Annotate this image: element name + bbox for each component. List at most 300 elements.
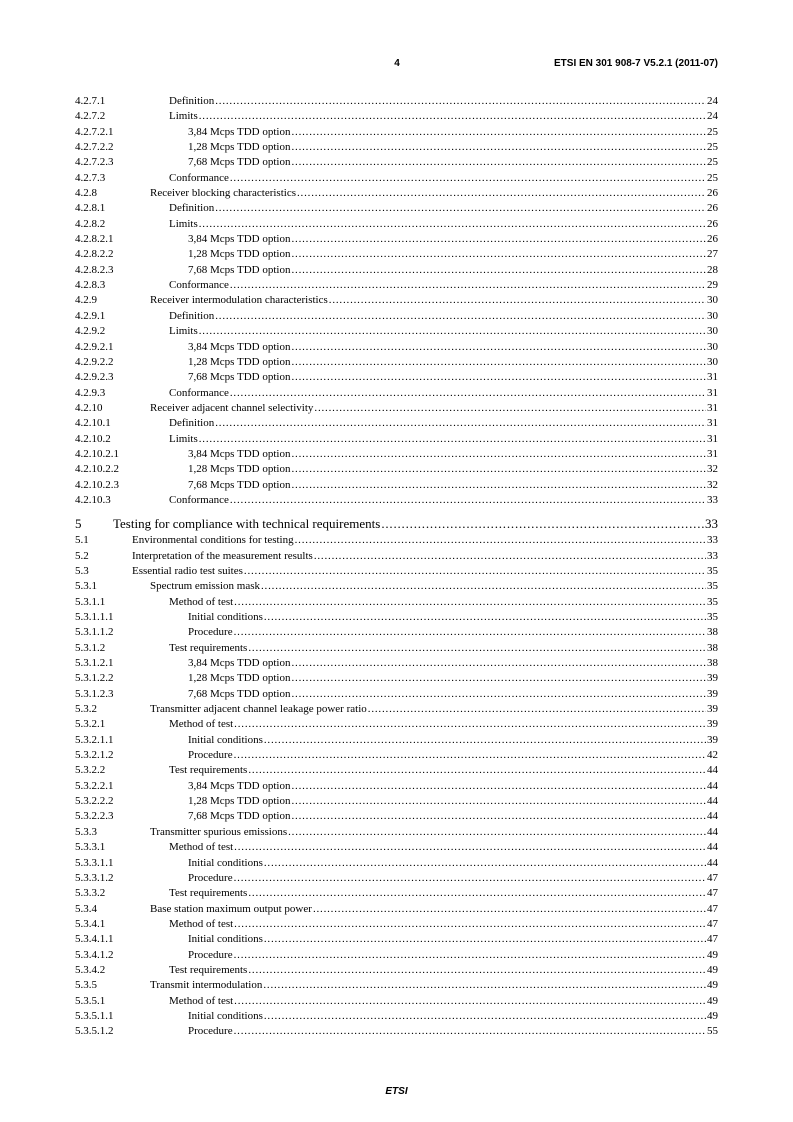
toc-dot-leader (291, 370, 706, 385)
toc-entry-page: 47 (707, 902, 718, 915)
toc-dot-leader (264, 733, 706, 748)
toc-entry-page: 33 (707, 534, 718, 547)
toc-entry-title: Spectrum emission mask (150, 580, 260, 593)
toc-entry-number: 4.2.9.2.3 (75, 371, 114, 384)
toc-entry-page: 35 (707, 580, 718, 593)
toc-entry-title: Method of test (169, 917, 234, 930)
toc-entry-title: 1,28 Mcps TDD option (188, 672, 291, 685)
toc-entry-page: 42 (707, 749, 718, 762)
toc-dot-leader (234, 595, 706, 610)
toc-entry-title: 7,68 Mcps TDD option (188, 810, 291, 823)
toc-entry-title: Definition (169, 309, 215, 322)
toc-entry-page: 32 (707, 478, 718, 491)
toc-entry-number: 4.2.10.1 (75, 417, 111, 430)
toc-entry-title: 1,28 Mcps TDD option (188, 355, 291, 368)
toc-entry-title: Test requirements (169, 887, 248, 900)
toc-entry-number: 5.3.5.1.2 (75, 1025, 114, 1038)
toc-entry-page: 31 (707, 401, 718, 414)
toc-dot-leader (291, 247, 706, 262)
toc-entry-number: 4.2.10.2.3 (75, 478, 119, 491)
toc-entry[interactable] (75, 355, 718, 370)
toc-dot-leader (230, 493, 706, 508)
toc-dot-leader (313, 902, 706, 917)
toc-dot-leader (291, 232, 706, 247)
toc-entry[interactable] (75, 1024, 718, 1039)
toc-entry-number: 5.3.3 (75, 825, 97, 838)
toc-entry-page: 38 (707, 657, 718, 670)
toc-dot-leader (368, 702, 706, 717)
toc-entry-title: 3,84 Mcps TDD option (188, 340, 291, 353)
toc-entry-page: 38 (707, 626, 718, 639)
toc-entry-page: 31 (707, 417, 718, 430)
toc-entry-page: 26 (707, 187, 718, 200)
toc-entry-title: Method of test (169, 994, 234, 1007)
toc-entry[interactable] (75, 514, 718, 533)
toc-entry-number: 5.3.2.2 (75, 764, 106, 777)
toc-dot-leader (291, 263, 706, 278)
toc-entry-page: 44 (707, 841, 718, 854)
toc-entry[interactable] (75, 309, 718, 324)
toc-dot-leader (234, 625, 706, 640)
toc-entry-title: 7,68 Mcps TDD option (188, 263, 291, 276)
toc-entry-title: Limits (169, 110, 198, 123)
toc-entry-number: 4.2.9.2.2 (75, 355, 114, 368)
toc-entry-page: 44 (707, 795, 718, 808)
toc-entry-number: 4.2.7.2.2 (75, 141, 114, 154)
toc-entry[interactable] (75, 432, 718, 447)
toc-entry-number: 5.3.4.2 (75, 963, 106, 976)
toc-dot-leader (215, 416, 706, 431)
toc-dot-leader (199, 432, 706, 447)
toc-entry-number: 5 (75, 516, 82, 532)
toc-entry-title: Method of test (169, 841, 234, 854)
toc-entry-page: 47 (707, 917, 718, 930)
toc-entry-title: Procedure (188, 871, 233, 884)
toc-entry-page: 30 (707, 294, 718, 307)
toc-entry[interactable] (75, 625, 718, 640)
toc-entry-title: Definition (169, 417, 215, 430)
toc-entry[interactable] (75, 656, 718, 671)
toc-entry[interactable] (75, 370, 718, 385)
toc-dot-leader (261, 579, 706, 594)
toc-entry-number: 4.2.8.2.1 (75, 233, 114, 246)
toc-entry-title: Conformance (169, 386, 229, 399)
toc-entry-title: 3,84 Mcps TDD option (188, 657, 291, 670)
toc-entry-number: 5.1 (75, 534, 89, 547)
toc-entry-page: 49 (707, 963, 718, 976)
toc-entry-title: 3,84 Mcps TDD option (188, 779, 291, 792)
toc-entry-page: 31 (707, 432, 718, 445)
toc-entry[interactable] (75, 717, 718, 732)
toc-dot-leader (264, 610, 706, 625)
toc-entry-number: 4.2.8.2.2 (75, 248, 114, 261)
toc-entry-page: 44 (707, 856, 718, 869)
toc-dot-leader (291, 687, 706, 702)
toc-entry-page: 44 (707, 825, 718, 838)
toc-entry[interactable] (75, 1009, 718, 1024)
toc-entry-title: Limits (169, 217, 198, 230)
toc-entry[interactable] (75, 748, 718, 763)
toc-dot-leader (215, 309, 706, 324)
toc-dot-leader (234, 748, 706, 763)
toc-dot-leader (264, 1009, 706, 1024)
toc-entry-title: Transmit intermodulation (150, 979, 263, 992)
toc-entry[interactable] (75, 794, 718, 809)
toc-entry-page: 44 (707, 764, 718, 777)
toc-entry-number: 5.3.1.1.1 (75, 611, 114, 623)
toc-dot-leader (291, 478, 706, 493)
toc-dot-leader (291, 340, 706, 355)
toc-entry-page: 49 (707, 979, 718, 992)
toc-dot-leader (291, 447, 706, 462)
toc-entry-title: Definition (169, 202, 215, 215)
toc-entry[interactable] (75, 533, 718, 548)
toc-entry-number: 5.3.4.1.2 (75, 948, 114, 961)
toc-entry[interactable] (75, 416, 718, 431)
toc-dot-leader (230, 171, 706, 186)
toc-entry[interactable] (75, 186, 718, 201)
toc-entry-page: 33 (707, 493, 718, 506)
toc-entry-number: 4.2.10.2.1 (75, 447, 119, 460)
toc-entry-page: 49 (707, 1009, 718, 1022)
toc-dot-leader (291, 140, 706, 155)
toc-dot-leader (288, 825, 706, 840)
toc-entry-title: Procedure (188, 1025, 233, 1038)
toc-entry-title: Procedure (188, 948, 233, 961)
toc-entry-page: 25 (707, 171, 718, 184)
toc-entry[interactable] (75, 671, 718, 686)
toc-entry[interactable] (75, 293, 718, 308)
toc-entry-page: 47 (707, 933, 718, 946)
toc-entry-page: 55 (707, 1025, 718, 1038)
toc-entry-number: 4.2.10.3 (75, 493, 111, 506)
toc-entry-page: 35 (707, 611, 718, 623)
toc-entry[interactable] (75, 201, 718, 216)
toc-entry-title: 1,28 Mcps TDD option (188, 795, 291, 808)
toc-entry-title: 1,28 Mcps TDD option (188, 141, 291, 154)
toc-entry-page: 31 (707, 371, 718, 384)
toc-entry-number: 4.2.8.1 (75, 202, 106, 215)
toc-entry-title: Procedure (188, 749, 233, 762)
toc-dot-leader (234, 948, 706, 963)
toc-dot-leader (234, 871, 706, 886)
toc-entry[interactable] (75, 978, 718, 993)
toc-dot-leader (234, 994, 706, 1009)
toc-entry[interactable] (75, 217, 718, 232)
toc-entry-title: 3,84 Mcps TDD option (188, 125, 291, 138)
toc-entry-title: Initial conditions (188, 933, 263, 946)
toc-dot-leader (234, 1024, 706, 1039)
toc-entry-number: 5.3.2.2.1 (75, 779, 114, 792)
toc-entry-title: 3,84 Mcps TDD option (188, 447, 291, 460)
toc-dot-leader (291, 671, 706, 686)
toc-entry-number: 4.2.9.1 (75, 309, 106, 322)
toc-entry-title: 7,68 Mcps TDD option (188, 687, 291, 700)
toc-entry[interactable] (75, 263, 718, 278)
toc-dot-leader (199, 324, 706, 339)
toc-entry-title: Definition (169, 95, 215, 107)
toc-entry-title: Interpretation of the measurement results (132, 549, 313, 562)
toc-entry-title: Base station maximum output power (150, 902, 312, 915)
toc-entry[interactable] (75, 549, 718, 564)
toc-entry-number: 4.2.7.1 (75, 95, 106, 107)
toc-entry[interactable] (75, 917, 718, 932)
toc-entry-number: 5.3.2.2.3 (75, 810, 114, 823)
toc-dot-leader (199, 109, 706, 124)
toc-entry[interactable] (75, 232, 718, 247)
toc-entry-title: Test requirements (169, 641, 248, 654)
toc-entry-number: 5.3.1.2.3 (75, 687, 114, 700)
toc-entry[interactable] (75, 478, 718, 493)
toc-entry-page: 27 (707, 248, 718, 261)
toc-dot-leader (291, 355, 706, 370)
toc-dot-leader (234, 840, 706, 855)
toc-entry-page: 38 (707, 641, 718, 654)
toc-entry[interactable] (75, 856, 718, 871)
toc-entry-number: 4.2.7.2.1 (75, 125, 114, 138)
toc-entry-page: 26 (707, 202, 718, 215)
toc-entry-title: Receiver blocking characteristics (150, 187, 296, 200)
toc-entry-title: Transmitter spurious emissions (150, 825, 288, 838)
toc-entry[interactable] (75, 462, 718, 477)
toc-entry-page: 32 (707, 463, 718, 476)
toc-entry[interactable] (75, 324, 718, 339)
toc-entry-page: 39 (707, 718, 718, 731)
toc-entry-page: 30 (707, 309, 718, 322)
toc-entry-number: 5.3.4.1 (75, 917, 106, 930)
toc-entry[interactable] (75, 595, 718, 610)
toc-dot-leader (291, 656, 706, 671)
toc-entry[interactable] (75, 902, 718, 917)
toc-entry[interactable] (75, 247, 718, 262)
toc-dot-leader (291, 125, 706, 140)
toc-entry-page: 33 (707, 549, 718, 562)
toc-dot-leader (263, 978, 706, 993)
toc-entry-number: 4.2.9.3 (75, 386, 106, 399)
toc-dot-leader (291, 809, 706, 824)
toc-dot-leader (291, 155, 706, 170)
toc-entry-title: 3,84 Mcps TDD option (188, 233, 291, 246)
toc-entry[interactable] (75, 140, 718, 155)
page-number: 4 (394, 58, 400, 69)
toc-entry-title: 7,68 Mcps TDD option (188, 156, 291, 169)
toc-entry[interactable] (75, 109, 718, 124)
toc-entry-page: 25 (707, 156, 718, 169)
toc-entry-page: 44 (707, 810, 718, 823)
toc-entry-page: 39 (707, 703, 718, 716)
toc-entry-number: 5.3.2.1.1 (75, 733, 114, 746)
toc-entry-number: 4.2.10 (75, 401, 103, 414)
toc-entry-page: 47 (707, 887, 718, 900)
toc-entry-number: 4.2.8.3 (75, 279, 106, 292)
toc-entry[interactable] (75, 94, 718, 109)
toc-entry-title: Initial conditions (188, 611, 263, 623)
toc-entry-page: 35 (707, 595, 718, 608)
toc-entry-page: 30 (707, 355, 718, 368)
toc-entry-page: 25 (707, 125, 718, 138)
toc-entry[interactable] (75, 886, 718, 901)
document-id: ETSI EN 301 908-7 V5.2.1 (2011-07) (554, 58, 718, 69)
toc-entry-number: 5.3.2 (75, 703, 97, 716)
toc-entry-number: 5.3.5 (75, 979, 97, 992)
toc-entry-title: 1,28 Mcps TDD option (188, 463, 291, 476)
toc-entry-page: 44 (707, 779, 718, 792)
toc-entry[interactable] (75, 171, 718, 186)
toc-entry-number: 4.2.10.2.2 (75, 463, 119, 476)
toc-entry[interactable] (75, 641, 718, 656)
toc-entry-page: 30 (707, 340, 718, 353)
toc-entry[interactable] (75, 564, 718, 579)
table-of-contents (75, 94, 718, 1040)
toc-dot-leader (381, 514, 704, 533)
toc-entry-page: 39 (707, 687, 718, 700)
toc-entry-number: 5.3.1.2.1 (75, 657, 114, 670)
toc-entry-number: 5.3.2.1.2 (75, 749, 114, 762)
toc-entry-number: 5.3 (75, 564, 89, 577)
toc-entry-number: 5.3.3.2 (75, 887, 106, 900)
toc-dot-leader (230, 278, 706, 293)
toc-entry-title: Environmental conditions for testing (132, 534, 294, 547)
toc-entry-number: 5.3.1.2 (75, 641, 106, 654)
toc-entry-page: 33 (705, 516, 718, 532)
toc-entry-number: 4.2.9.2 (75, 325, 106, 338)
toc-entry-number: 5.3.1.1 (75, 595, 106, 608)
toc-dot-leader (248, 886, 706, 901)
toc-dot-leader (234, 717, 706, 732)
toc-entry-title: Initial conditions (188, 1009, 263, 1022)
toc-entry-title: Receiver intermodulation characteristics (150, 294, 328, 307)
toc-entry-number: 5.3.3.1.1 (75, 856, 114, 869)
toc-entry-title: Conformance (169, 493, 229, 506)
toc-entry-number: 4.2.8.2.3 (75, 263, 114, 276)
toc-entry-number: 4.2.8.2 (75, 217, 106, 230)
toc-entry[interactable] (75, 340, 718, 355)
toc-dot-leader (314, 549, 706, 564)
toc-entry[interactable] (75, 932, 718, 947)
toc-entry[interactable] (75, 447, 718, 462)
toc-entry-title: Essential radio test suites (132, 564, 243, 577)
toc-entry-page: 39 (707, 733, 718, 746)
toc-entry-number: 5.3.4 (75, 902, 97, 915)
toc-entry-number: 5.3.4.1.1 (75, 933, 114, 946)
toc-entry[interactable] (75, 994, 718, 1009)
toc-entry-title: Initial conditions (188, 733, 263, 746)
toc-entry-number: 5.3.3.1.2 (75, 871, 114, 884)
toc-entry-number: 4.2.7.2.3 (75, 156, 114, 169)
toc-dot-leader (199, 217, 706, 232)
toc-dot-leader (215, 94, 706, 109)
toc-entry-title: Test requirements (169, 764, 248, 777)
toc-dot-leader (291, 462, 706, 477)
toc-entry[interactable] (75, 610, 718, 625)
toc-entry[interactable] (75, 733, 718, 748)
toc-dot-leader (329, 293, 706, 308)
toc-entry-title: Limits (169, 325, 198, 338)
toc-entry-number: 5.3.1.2.2 (75, 672, 114, 685)
toc-entry[interactable] (75, 825, 718, 840)
toc-entry-number: 4.2.10.2 (75, 432, 111, 445)
toc-dot-leader (314, 401, 706, 416)
toc-entry[interactable] (75, 125, 718, 140)
toc-entry-page: 26 (707, 233, 718, 246)
toc-entry-title: 7,68 Mcps TDD option (188, 371, 291, 384)
toc-entry[interactable] (75, 779, 718, 794)
toc-entry[interactable] (75, 493, 718, 508)
toc-entry[interactable] (75, 840, 718, 855)
toc-entry-title: Receiver adjacent channel selectivity (150, 401, 314, 414)
toc-entry[interactable] (75, 401, 718, 416)
toc-entry-number: 4.2.7.2 (75, 110, 106, 123)
toc-entry-title: Testing for compliance with technical requirements (113, 516, 381, 532)
toc-dot-leader (264, 856, 706, 871)
toc-entry-page: 28 (707, 263, 718, 276)
toc-entry-number: 5.3.2.2.2 (75, 795, 114, 808)
toc-entry-title: Transmitter adjacent channel leakage power ratio (150, 703, 367, 716)
toc-entry-page: 39 (707, 672, 718, 685)
toc-entry-title: Initial conditions (188, 856, 263, 869)
toc-dot-leader (230, 386, 706, 401)
toc-dot-leader (295, 533, 706, 548)
toc-dot-leader (297, 186, 706, 201)
toc-entry-page: 29 (707, 279, 718, 292)
toc-dot-leader (291, 794, 706, 809)
toc-entry[interactable] (75, 702, 718, 717)
toc-dot-leader (248, 963, 706, 978)
toc-entry[interactable] (75, 871, 718, 886)
toc-entry-page: 25 (707, 141, 718, 154)
toc-entry[interactable] (75, 948, 718, 963)
toc-entry-number: 5.2 (75, 549, 89, 562)
toc-entry-title: Conformance (169, 279, 229, 292)
toc-dot-leader (234, 917, 706, 932)
toc-dot-leader (244, 564, 706, 579)
toc-entry[interactable] (75, 687, 718, 702)
toc-entry-page: 31 (707, 447, 718, 460)
toc-dot-leader (248, 641, 706, 656)
toc-entry-number: 5.3.1.1.2 (75, 626, 114, 639)
toc-entry-title: Method of test (169, 718, 234, 731)
toc-entry-number: 4.2.9 (75, 294, 97, 307)
toc-entry[interactable] (75, 809, 718, 824)
toc-entry-title: Method of test (169, 595, 234, 608)
toc-entry-number: 5.3.1 (75, 580, 97, 593)
toc-dot-leader (291, 779, 706, 794)
toc-entry[interactable] (75, 155, 718, 170)
toc-entry-page: 30 (707, 325, 718, 338)
toc-entry-title: 1,28 Mcps TDD option (188, 248, 291, 261)
toc-entry-page: 24 (707, 95, 718, 107)
toc-entry-title: 7,68 Mcps TDD option (188, 478, 291, 491)
toc-entry[interactable] (75, 579, 718, 594)
toc-dot-leader (248, 763, 706, 778)
toc-entry[interactable] (75, 963, 718, 978)
toc-entry-title: Procedure (188, 626, 233, 639)
toc-entry-page: 47 (707, 871, 718, 884)
toc-entry[interactable] (75, 278, 718, 293)
toc-entry-number: 5.3.2.1 (75, 718, 106, 731)
toc-entry-number: 5.3.5.1 (75, 994, 106, 1007)
toc-entry-page: 26 (707, 217, 718, 230)
toc-entry[interactable] (75, 386, 718, 401)
toc-entry-page: 49 (707, 948, 718, 961)
toc-entry-title: Conformance (169, 171, 229, 184)
toc-entry-number: 5.3.5.1.1 (75, 1009, 114, 1022)
toc-entry[interactable] (75, 763, 718, 778)
toc-entry-page: 49 (707, 994, 718, 1007)
toc-entry-page: 24 (707, 110, 718, 123)
toc-entry-title: Limits (169, 432, 198, 445)
toc-entry-number: 4.2.9.2.1 (75, 340, 114, 353)
